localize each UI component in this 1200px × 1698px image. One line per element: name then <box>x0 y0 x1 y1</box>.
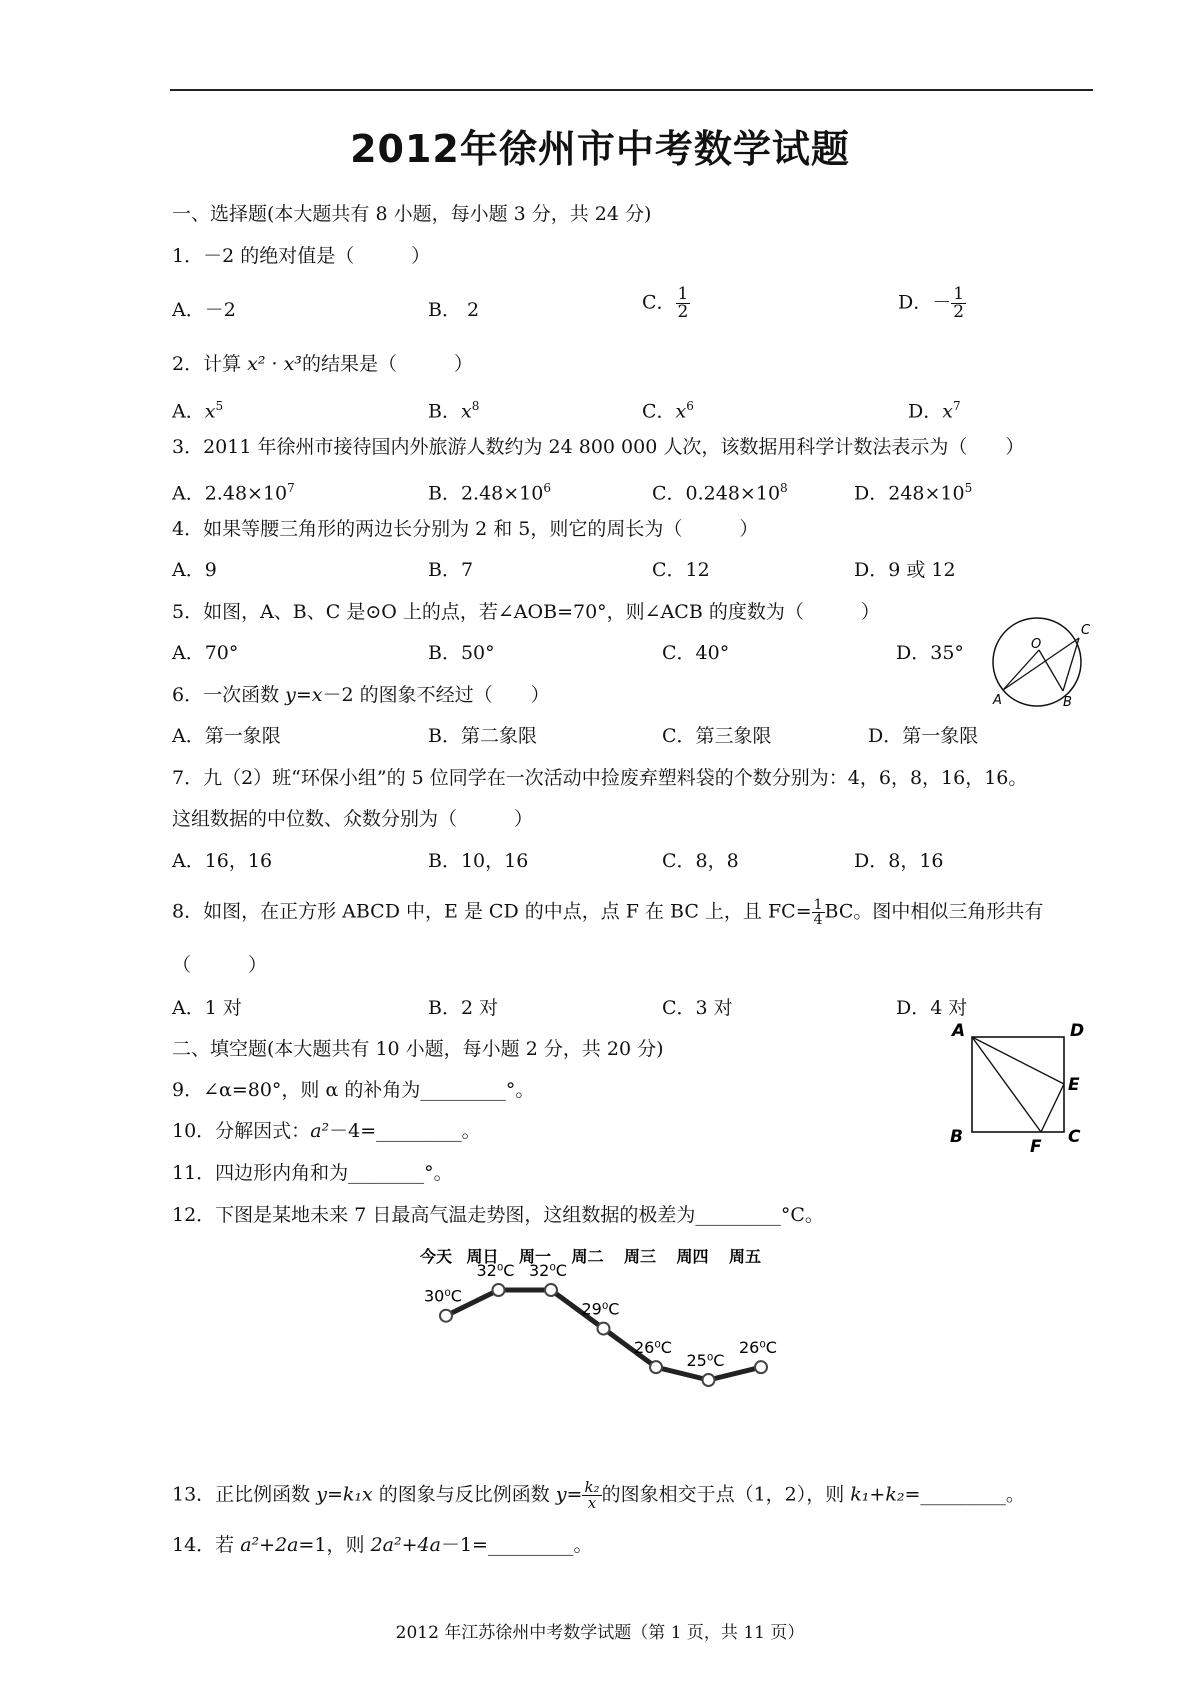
q3-option-c-exponent: 8 <box>780 481 788 495</box>
q2-option-a-exponent: 5 <box>215 399 224 413</box>
q10-stem-pre: 10．分解因式： <box>172 1120 311 1142</box>
segment-bc <box>1063 638 1079 691</box>
q5-option-a: A．70° <box>172 642 239 664</box>
q6-stem <box>172 683 550 707</box>
data-point <box>703 1374 715 1386</box>
q13-expr1: y=k₁x <box>316 1483 373 1506</box>
q14-expr2: 2a²+4a <box>370 1534 441 1556</box>
q2-option-d <box>908 394 961 423</box>
q6-stem-pre: 6．一次函数 <box>172 684 286 706</box>
data-label: 26⁰C <box>634 1338 672 1358</box>
category-label: 周二 <box>571 1247 604 1266</box>
category-label: 周日 <box>466 1247 499 1266</box>
q13-expr2-pre: y= <box>555 1483 583 1506</box>
category-label: 周三 <box>624 1247 657 1266</box>
q8-option-c: C．3 对 <box>662 997 733 1019</box>
category-label: 周四 <box>676 1247 709 1266</box>
q7-option-a: A．16，16 <box>172 850 273 872</box>
fraction-numerator: 1 <box>677 284 689 304</box>
data-label: 32⁰C <box>529 1261 567 1280</box>
q2-stem-post: 的结果是（ ） <box>301 353 473 375</box>
q3-stem: 3．2011 年徐州市接待国内外旅游人数约为 24 800 000 人次，该数据用科学计数法表示为（ ） <box>172 436 1025 458</box>
q6-stem-expr: y=x <box>285 684 323 706</box>
q10-stem-expr: a² <box>310 1120 330 1142</box>
q7-stem-line2: 这组数据的中位数、众数分别为（ ） <box>172 808 534 830</box>
q6-option-a: A．第一象限 <box>172 725 281 747</box>
label-d: D <box>1070 1021 1085 1041</box>
fraction-denominator: 4 <box>813 912 823 928</box>
q8-option-b: B．2 对 <box>428 997 499 1019</box>
q6-stem-post: －2 的图象不经过（ ） <box>322 684 550 706</box>
q3-option-a-exponent: 7 <box>287 481 295 495</box>
label-a: A <box>993 693 1002 708</box>
q8-stem-line2: （ ） <box>172 954 268 976</box>
q2-stem <box>172 352 473 376</box>
q2-option-d-base: x <box>942 400 953 423</box>
q1-option-a: A．－2 <box>172 299 236 321</box>
q14-stem <box>172 1533 592 1557</box>
q4-option-c: C．12 <box>652 559 710 581</box>
q5-stem: 5．如图，A、B、C 是⊙O 上的点，若∠AOB=70°，则∠ACB 的度数为（ ） <box>172 601 880 623</box>
segment-ae <box>972 1037 1064 1084</box>
segment-ao <box>1003 650 1039 690</box>
q2-option-d-exponent: 7 <box>952 399 961 413</box>
q14-pre: 14．若 <box>172 1534 241 1556</box>
q5-option-b: B．50° <box>428 642 495 664</box>
q4-stem: 4．如果等腰三角形的两边长分别为 2 和 5，则它的周长为（ ） <box>172 518 759 540</box>
q13-mid: 的图象与反比例函数 <box>372 1483 556 1506</box>
fraction-denominator: 2 <box>677 302 689 322</box>
q10-stem-post: －4=_________。 <box>329 1120 481 1142</box>
circle-outline <box>993 618 1081 706</box>
q2-option-a-label: A． <box>172 400 205 423</box>
label-b: B <box>1063 695 1072 708</box>
data-label: 25⁰C <box>686 1351 725 1370</box>
square-abcd <box>972 1037 1064 1132</box>
q2-stem-pre: 2．计算 <box>172 353 248 375</box>
q13-post: 的图象相交于点（1，2），则 <box>601 1483 851 1506</box>
q6-option-d: D．第一象限 <box>868 725 979 747</box>
category-label: 周一 <box>519 1247 552 1266</box>
q1-option-c-fraction <box>676 286 691 321</box>
q3-option-d <box>854 476 972 505</box>
q13-end: =_________。 <box>904 1483 1025 1506</box>
data-label: 26⁰C <box>739 1338 777 1358</box>
q13-expr3: k₁+k₂ <box>850 1483 905 1506</box>
data-point <box>598 1323 610 1335</box>
q8-option-a: A．1 对 <box>172 997 242 1019</box>
q2-option-b-label: B． <box>428 400 461 423</box>
q3-option-c <box>652 476 788 505</box>
temperature-chart <box>410 1240 830 1450</box>
data-point <box>440 1310 452 1322</box>
q2-option-b-exponent: 8 <box>471 399 480 413</box>
q8-stem-pre: 8．如图，在正方形 ABCD 中，E 是 CD 的中点，点 F 在 BC 上，且 FC= <box>172 900 812 923</box>
section2-heading: 二、填空题(本大题共有 10 小题，每小题 2 分，共 20 分) <box>172 1038 664 1060</box>
fraction-denominator: 2 <box>953 302 965 322</box>
label-f: F <box>1030 1137 1042 1157</box>
q1-option-b: B． 2 <box>428 299 480 321</box>
q2-stem-expr: x² · x³ <box>247 353 302 375</box>
q3-option-c-label: C．0.248×10 <box>652 482 781 505</box>
circle-figure <box>985 612 1095 708</box>
q2-option-a <box>172 394 223 423</box>
q2-option-a-base: x <box>204 400 216 423</box>
q2-option-c <box>642 394 694 423</box>
q12-stem: 12．下图是某地未来 7 日最高气温走势图，这组数据的极差为_________°C。 <box>172 1204 824 1226</box>
q5-option-d: D．35° <box>896 642 964 664</box>
section1-heading: 一、选择题(本大题共有 8 小题，每小题 3 分，共 24 分) <box>172 203 652 225</box>
q1-option-c <box>642 286 690 321</box>
q2-option-b-base: x <box>460 400 472 423</box>
segment-ef <box>1041 1084 1064 1132</box>
q6-option-c: C．第三象限 <box>662 725 772 747</box>
q14-end: －1=_________。 <box>440 1534 593 1556</box>
q5-option-c: C．40° <box>662 642 730 664</box>
square-figure <box>942 1012 1092 1160</box>
data-label: 32⁰C <box>476 1261 515 1280</box>
data-label: 30⁰C <box>424 1286 462 1306</box>
q2-option-c-label: C． <box>642 400 676 423</box>
segment-af <box>972 1037 1041 1132</box>
q7-option-c: C．8，8 <box>662 850 739 872</box>
label-b: B <box>950 1127 963 1147</box>
q7-stem-line1: 7．九（2）班“环保小组”的 5 位同学在一次活动中捡废弃塑料袋的个数分别为：4，6，8，16，16。 <box>172 767 1028 789</box>
q1-option-d <box>898 286 966 321</box>
top-rule <box>170 89 1093 91</box>
q2-option-d-label: D． <box>908 400 943 423</box>
q4-option-b: B．7 <box>428 559 474 581</box>
q3-option-b <box>428 476 551 505</box>
q4-option-d: D．9 或 12 <box>854 559 956 581</box>
label-c: C <box>1068 1127 1081 1147</box>
q14-mid: =1，则 <box>298 1534 371 1556</box>
q3-option-b-exponent: 6 <box>543 481 552 495</box>
q3-option-a <box>172 476 295 505</box>
q1-stem: 1．－2 的绝对值是（ ） <box>172 245 431 267</box>
data-point <box>545 1284 557 1296</box>
fraction-numerator: 1 <box>813 897 823 913</box>
data-point <box>650 1361 662 1373</box>
data-point <box>493 1284 505 1296</box>
q9-stem: 9．∠α=80°，则 α 的补角为_________°。 <box>172 1079 535 1101</box>
category-label: 今天 <box>420 1247 453 1266</box>
q6-option-b: B．第二象限 <box>428 725 537 747</box>
q13-pre: 13．正比例函数 <box>172 1483 317 1506</box>
segment-ob <box>1039 650 1063 691</box>
q4-option-a: A．9 <box>172 559 217 581</box>
q3-option-d-exponent: 5 <box>964 481 973 495</box>
label-o: O <box>1031 637 1042 652</box>
q13-fraction <box>582 1480 601 1511</box>
q2-option-c-base: x <box>675 400 687 423</box>
q8-fraction <box>812 898 825 927</box>
q1-option-d-fraction <box>951 286 966 321</box>
q11-stem: 11．四边形内角和为________°。 <box>172 1162 453 1184</box>
q13-stem <box>172 1480 1025 1511</box>
fraction-numerator: 1 <box>953 284 965 304</box>
q2-option-b <box>428 394 479 423</box>
q3-option-d-label: D．248×10 <box>854 482 965 505</box>
data-label: 29⁰C <box>581 1299 620 1319</box>
page-title: 2012年徐州市中考数学试题 <box>350 127 850 171</box>
label-c: C <box>1081 623 1091 638</box>
data-point <box>755 1361 767 1373</box>
q3-option-a-label: A．2.48×10 <box>172 482 288 505</box>
q2-option-c-exponent: 6 <box>686 399 694 413</box>
q1-option-c-label: C． <box>642 291 676 314</box>
page-footer: 2012 年江苏徐州中考数学试题（第 1 页，共 11 页） <box>395 1623 805 1643</box>
q7-option-d: D．8，16 <box>854 850 944 872</box>
q14-expr1: a²+2a <box>240 1534 299 1556</box>
fraction-numerator: k₂ <box>584 1478 600 1496</box>
q1-option-d-label: D．－ <box>898 291 952 314</box>
label-e: E <box>1068 1075 1080 1095</box>
fraction-denominator: x <box>587 1494 597 1512</box>
q10-stem <box>172 1119 481 1143</box>
q8-stem-post: BC。图中相似三角形共有 <box>824 900 1044 923</box>
category-label: 周五 <box>729 1247 762 1266</box>
q8-stem <box>172 898 1043 927</box>
q3-option-b-label: B．2.48×10 <box>428 482 544 505</box>
label-a: A <box>952 1021 966 1041</box>
q7-option-b: B．10，16 <box>428 850 529 872</box>
q8-option-d: D．4 对 <box>896 997 968 1019</box>
